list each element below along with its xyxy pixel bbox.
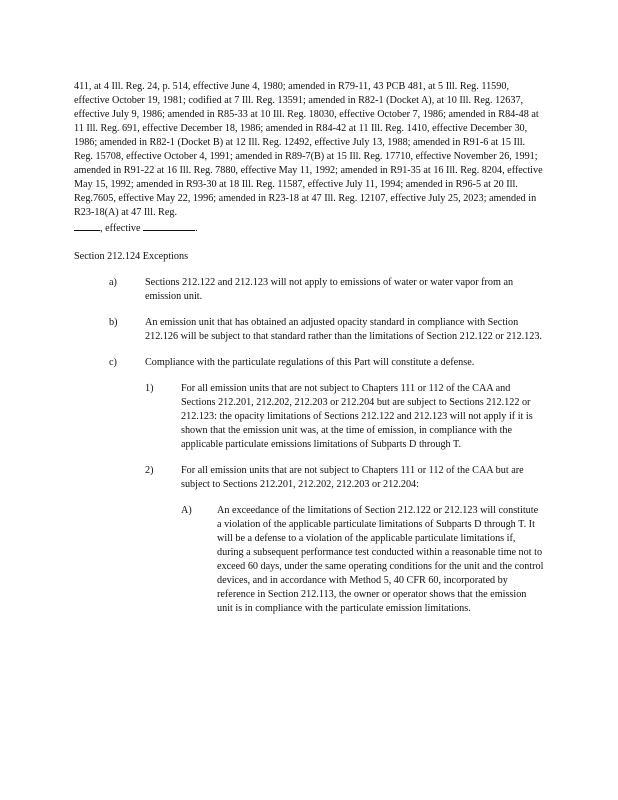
section-title: Section 212.124 Exceptions: [74, 251, 189, 262]
subsection-c: [74, 356, 544, 370]
subparagraph-c2A-label: A): [181, 505, 192, 516]
blank-line-1: [74, 220, 100, 231]
history-tail-mid: , effective: [100, 223, 141, 234]
subparagraph-c2A-text: An exceedance of the limitations of Section 212.122 or 212.123 will constitute a violation of the applicable particulate limitations of Subparts D through T. It will be a defense to a violation of the applicable particulate limitations if, during a subsequent performance test conducted within a reasonable time not to exceed 60 days, under the same operating conditions for the unit and the control devices, and in accordance with Method 5, 40 CFR 60, incorporated by reference in Section 212.113, the owner or operator shows that the emission unit is in compliance with the particulate emission limitations.: [217, 505, 544, 614]
blank-line-2: [143, 220, 195, 231]
subsection-a-label: a): [109, 277, 117, 288]
subsection-a-text: Sections 212.122 and 212.123 will not apply to emissions of water or water vapor from an emission unit.: [145, 277, 514, 302]
subsection-b: [74, 316, 544, 344]
paragraph-c2-label: 2): [145, 465, 154, 476]
paragraph-c1-label: 1): [145, 383, 154, 394]
subsection-c-text: Compliance with the particulate regulations of this Part will constitute a defense.: [145, 357, 475, 368]
paragraph-c1: [145, 382, 544, 452]
document-page: [74, 80, 544, 628]
history-text: 411, at 4 Ill. Reg. 24, p. 514, effective June 4, 1980; amended in R79-11, 43 PCB 481, at 5 Ill. Reg. 11590, effective October 19, 1981; codified at 7 Ill. Reg. 13591; amended in R82-1 (Docket A), at 10 Ill. Reg. 12637, effective July 9, 1986; amended in R85-33 at 10 Ill. Reg. 18030, effective October 7, 1986; amended in R84-48 at 11 Ill. Reg. 691, effective December 18, 1986; amended in R84-42 at 11 Ill. Reg. 1410, effective December 30, 1986; amended in R82-1 (Docket B) at 12 Ill. Reg. 12492, effective July 13, 1988; amended in R91-6 at 15 Ill. Reg. 15708, effective October 4, 1991; amended in R89-7(B) at 15 Ill. Reg. 17710, effective November 26, 1991; amended in R91-22 at 16 Ill. Reg. 7880, effective May 11, 1992; amended in R91-35 at 16 Ill. Reg. 8204, effective May 15, 1992; amended in R93-30 at 18 Ill. Reg. 11587, effective July 11, 1994; amended in R96-5 at 20 Ill. Reg.7605, effective May 22, 1996; amended in R23-18 at 47 Ill. Reg. 12107, effective July 25, 2023; amended in R23-18(A) at 47 Ill. Reg.: [74, 81, 543, 218]
subsection-b-text: An emission unit that has obtained an adjusted opacity standard in compliance with Section 212.126 will be subject to that standard rather than the limitations of Section 212.122 or 212.123.: [145, 317, 542, 342]
subparagraph-c2A: [181, 504, 544, 616]
source-history-note: [74, 80, 544, 236]
paragraph-c2: [145, 464, 544, 492]
paragraph-c1-text: For all emission units that are not subject to Chapters 111 or 112 of the CAA and Sections 212.201, 212.202, 212.203 or 212.204 but are subject to Sections 212.122 or 212.123: the opacity limitations of Sections 212.122 and 212.123 will not apply if it is shown that the emission unit was, at the time of emission, in compliance with the applicable particulate emissions limitations of Subparts D through T.: [181, 383, 533, 450]
subsection-c-label: c): [109, 357, 117, 368]
paragraph-c2-text: For all emission units that are not subject to Chapters 111 or 112 of the CAA but are subject to Sections 212.201, 212.202, 212.203 or 212.204:: [181, 465, 524, 490]
history-tail-end: .: [195, 223, 198, 234]
subsection-b-label: b): [109, 317, 118, 328]
subsection-a: [74, 276, 544, 304]
